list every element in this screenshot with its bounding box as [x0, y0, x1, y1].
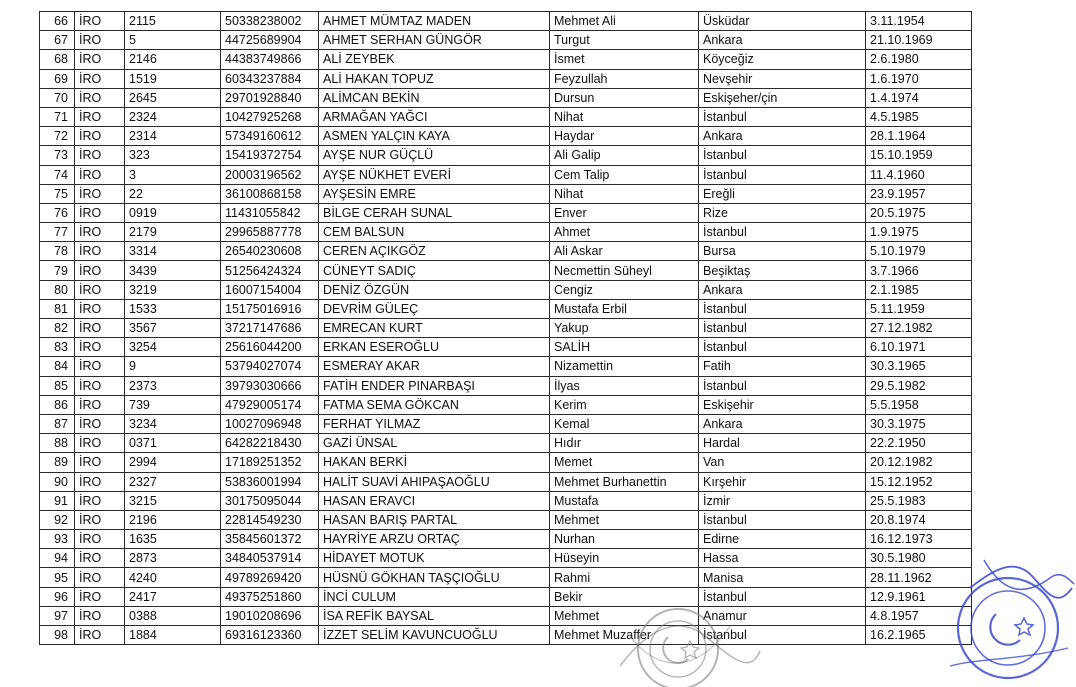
table-row [40, 88, 972, 107]
row-number-cell: 81 [40, 299, 75, 318]
chamber-code-cell: İRO [75, 165, 125, 184]
member-number-cell: 3234 [125, 414, 221, 433]
row-number-cell: 91 [40, 491, 75, 510]
birth-date-cell: 27.12.1982 [866, 319, 972, 338]
member-number-cell: 0919 [125, 203, 221, 222]
id-number-cell: 15419372754 [221, 146, 319, 165]
birth-date-cell: 5.11.1959 [866, 299, 972, 318]
birthplace-cell: Rize [699, 203, 866, 222]
id-number-cell: 44725689904 [221, 31, 319, 50]
full-name-cell: ALİMCAN BEKİN [319, 88, 550, 107]
birth-date-cell: 21.10.1969 [866, 31, 972, 50]
table-row [40, 606, 972, 625]
table-row [40, 568, 972, 587]
row-number-cell: 72 [40, 127, 75, 146]
birth-date-cell: 20.12.1982 [866, 453, 972, 472]
full-name-cell: CEM BALSUN [319, 223, 550, 242]
full-name-cell: HAYRİYE ARZU ORTAÇ [319, 530, 550, 549]
row-number-cell: 85 [40, 376, 75, 395]
full-name-cell: HALİT SUAVİ AHIPAŞAOĞLU [319, 472, 550, 491]
birthplace-cell: Üsküdar [699, 12, 866, 31]
chamber-code-cell: İRO [75, 626, 125, 645]
id-number-cell: 69316123360 [221, 626, 319, 645]
table-row [40, 12, 972, 31]
birth-date-cell: 11.4.1960 [866, 165, 972, 184]
full-name-cell: HAKAN BERKİ [319, 453, 550, 472]
birth-date-cell: 16.2.1965 [866, 626, 972, 645]
birthplace-cell: Ankara [699, 127, 866, 146]
member-number-cell: 2146 [125, 50, 221, 69]
full-name-cell: AYŞESİN EMRE [319, 184, 550, 203]
birthplace-cell: İstanbul [699, 165, 866, 184]
birthplace-cell: İstanbul [699, 510, 866, 529]
full-name-cell: AHMET SERHAN GÜNGÖR [319, 31, 550, 50]
table-row [40, 491, 972, 510]
row-number-cell: 83 [40, 338, 75, 357]
row-number-cell: 73 [40, 146, 75, 165]
birth-date-cell: 28.11.1962 [866, 568, 972, 587]
row-number-cell: 98 [40, 626, 75, 645]
father-name-cell: Nurhan [550, 530, 699, 549]
full-name-cell: ESMERAY AKAR [319, 357, 550, 376]
member-number-cell: 2417 [125, 587, 221, 606]
birthplace-cell: İstanbul [699, 299, 866, 318]
table-row [40, 184, 972, 203]
full-name-cell: HİDAYET MOTUK [319, 549, 550, 568]
full-name-cell: ERKAN ESEROĞLU [319, 338, 550, 357]
father-name-cell: Turgut [550, 31, 699, 50]
father-name-cell: Haydar [550, 127, 699, 146]
row-number-cell: 87 [40, 414, 75, 433]
table-row [40, 414, 972, 433]
member-table [39, 11, 972, 645]
birth-date-cell: 5.5.1958 [866, 395, 972, 414]
chamber-code-cell: İRO [75, 319, 125, 338]
full-name-cell: BİLGE CERAH SUNAL [319, 203, 550, 222]
id-number-cell: 19010208696 [221, 606, 319, 625]
birthplace-cell: Van [699, 453, 866, 472]
father-name-cell: Ali Galip [550, 146, 699, 165]
id-number-cell: 60343237884 [221, 69, 319, 88]
father-name-cell: Dursun [550, 88, 699, 107]
birth-date-cell: 30.3.1975 [866, 414, 972, 433]
father-name-cell: Mehmet Ali [550, 12, 699, 31]
member-number-cell: 2994 [125, 453, 221, 472]
table-row [40, 280, 972, 299]
member-number-cell: 9 [125, 357, 221, 376]
row-number-cell: 97 [40, 606, 75, 625]
id-number-cell: 25616044200 [221, 338, 319, 357]
member-number-cell: 1519 [125, 69, 221, 88]
member-number-cell: 1533 [125, 299, 221, 318]
chamber-code-cell: İRO [75, 376, 125, 395]
full-name-cell: AHMET MÜMTAZ MADEN [319, 12, 550, 31]
id-number-cell: 29701928840 [221, 88, 319, 107]
chamber-code-cell: İRO [75, 261, 125, 280]
member-number-cell: 2196 [125, 510, 221, 529]
father-name-cell: Ali Askar [550, 242, 699, 261]
table-row [40, 165, 972, 184]
full-name-cell: İNCİ CULUM [319, 587, 550, 606]
chamber-code-cell: İRO [75, 510, 125, 529]
birthplace-cell: Anamur [699, 606, 866, 625]
chamber-code-cell: İRO [75, 549, 125, 568]
birthplace-cell: Edirne [699, 530, 866, 549]
birth-date-cell: 4.5.1985 [866, 107, 972, 126]
birthplace-cell: İstanbul [699, 626, 866, 645]
row-number-cell: 68 [40, 50, 75, 69]
birthplace-cell: İzmir [699, 491, 866, 510]
row-number-cell: 94 [40, 549, 75, 568]
father-name-cell: Memet [550, 453, 699, 472]
full-name-cell: İZZET SELİM KAVUNCUOĞLU [319, 626, 550, 645]
chamber-code-cell: İRO [75, 107, 125, 126]
birthplace-cell: Eskişehir [699, 395, 866, 414]
father-name-cell: Mehmet [550, 606, 699, 625]
full-name-cell: ARMAĞAN YAĞCI [319, 107, 550, 126]
father-name-cell: Mehmet [550, 510, 699, 529]
chamber-code-cell: İRO [75, 12, 125, 31]
member-number-cell: 3 [125, 165, 221, 184]
member-number-cell: 2873 [125, 549, 221, 568]
father-name-cell: Hüseyin [550, 549, 699, 568]
row-number-cell: 84 [40, 357, 75, 376]
id-number-cell: 34840537914 [221, 549, 319, 568]
birthplace-cell: Beşiktaş [699, 261, 866, 280]
row-number-cell: 75 [40, 184, 75, 203]
father-name-cell: Rahmi [550, 568, 699, 587]
id-number-cell: 26540230608 [221, 242, 319, 261]
id-number-cell: 47929005174 [221, 395, 319, 414]
table-row [40, 69, 972, 88]
id-number-cell: 36100868158 [221, 184, 319, 203]
table-row [40, 223, 972, 242]
father-name-cell: Kemal [550, 414, 699, 433]
id-number-cell: 35845601372 [221, 530, 319, 549]
row-number-cell: 86 [40, 395, 75, 414]
row-number-cell: 71 [40, 107, 75, 126]
birthplace-cell: Hardal [699, 434, 866, 453]
table-row [40, 530, 972, 549]
birthplace-cell: Ankara [699, 414, 866, 433]
member-number-cell: 3439 [125, 261, 221, 280]
birthplace-cell: İstanbul [699, 376, 866, 395]
birth-date-cell: 25.5.1983 [866, 491, 972, 510]
father-name-cell: İlyas [550, 376, 699, 395]
id-number-cell: 57349160612 [221, 127, 319, 146]
father-name-cell: Bekir [550, 587, 699, 606]
id-number-cell: 10027096948 [221, 414, 319, 433]
father-name-cell: Necmettin Süheyl [550, 261, 699, 280]
id-number-cell: 16007154004 [221, 280, 319, 299]
birth-date-cell: 1.6.1970 [866, 69, 972, 88]
birthplace-cell: Köyceğiz [699, 50, 866, 69]
row-number-cell: 96 [40, 587, 75, 606]
father-name-cell: İsmet [550, 50, 699, 69]
chamber-code-cell: İRO [75, 434, 125, 453]
birthplace-cell: Ankara [699, 280, 866, 299]
id-number-cell: 29965887778 [221, 223, 319, 242]
chamber-code-cell: İRO [75, 357, 125, 376]
row-number-cell: 67 [40, 31, 75, 50]
birthplace-cell: İstanbul [699, 338, 866, 357]
birth-date-cell: 23.9.1957 [866, 184, 972, 203]
chamber-code-cell: İRO [75, 472, 125, 491]
table-row [40, 453, 972, 472]
member-number-cell: 3567 [125, 319, 221, 338]
father-name-cell: Cengiz [550, 280, 699, 299]
table-row [40, 587, 972, 606]
member-number-cell: 3314 [125, 242, 221, 261]
birthplace-cell: Ankara [699, 31, 866, 50]
father-name-cell: Mehmet Burhanettin [550, 472, 699, 491]
id-number-cell: 22814549230 [221, 510, 319, 529]
chamber-code-cell: İRO [75, 242, 125, 261]
member-number-cell: 739 [125, 395, 221, 414]
birthplace-cell: İstanbul [699, 587, 866, 606]
full-name-cell: AYŞE NUR GÜÇLÜ [319, 146, 550, 165]
chamber-code-cell: İRO [75, 146, 125, 165]
member-number-cell: 2327 [125, 472, 221, 491]
row-number-cell: 90 [40, 472, 75, 491]
member-number-cell: 323 [125, 146, 221, 165]
birth-date-cell: 1.4.1974 [866, 88, 972, 107]
birthplace-cell: Hassa [699, 549, 866, 568]
table-row [40, 549, 972, 568]
member-number-cell: 3219 [125, 280, 221, 299]
id-number-cell: 49789269420 [221, 568, 319, 587]
id-number-cell: 51256424324 [221, 261, 319, 280]
father-name-cell: Nihat [550, 184, 699, 203]
chamber-code-cell: İRO [75, 338, 125, 357]
member-number-cell: 2373 [125, 376, 221, 395]
birth-date-cell: 6.10.1971 [866, 338, 972, 357]
chamber-code-cell: İRO [75, 530, 125, 549]
chamber-code-cell: İRO [75, 606, 125, 625]
row-number-cell: 70 [40, 88, 75, 107]
table-row [40, 146, 972, 165]
full-name-cell: CÜNEYT SADIÇ [319, 261, 550, 280]
id-number-cell: 37217147686 [221, 319, 319, 338]
father-name-cell: Enver [550, 203, 699, 222]
chamber-code-cell: İRO [75, 299, 125, 318]
father-name-cell: Mustafa [550, 491, 699, 510]
id-number-cell: 49375251860 [221, 587, 319, 606]
full-name-cell: CEREN AÇIKGÖZ [319, 242, 550, 261]
birth-date-cell: 29.5.1982 [866, 376, 972, 395]
row-number-cell: 74 [40, 165, 75, 184]
birthplace-cell: Nevşehir [699, 69, 866, 88]
birth-date-cell: 2.1.1985 [866, 280, 972, 299]
chamber-code-cell: İRO [75, 491, 125, 510]
member-number-cell: 22 [125, 184, 221, 203]
chamber-code-cell: İRO [75, 31, 125, 50]
id-number-cell: 53794027074 [221, 357, 319, 376]
member-number-cell: 4240 [125, 568, 221, 587]
father-name-cell: Hıdır [550, 434, 699, 453]
id-number-cell: 20003196562 [221, 165, 319, 184]
row-number-cell: 66 [40, 12, 75, 31]
id-number-cell: 17189251352 [221, 453, 319, 472]
chamber-code-cell: İRO [75, 223, 125, 242]
father-name-cell: SALİH [550, 338, 699, 357]
chamber-code-cell: İRO [75, 395, 125, 414]
member-table-body [40, 12, 972, 645]
row-number-cell: 89 [40, 453, 75, 472]
full-name-cell: EMRECAN KURT [319, 319, 550, 338]
birth-date-cell: 15.10.1959 [866, 146, 972, 165]
full-name-cell: GAZİ ÜNSAL [319, 434, 550, 453]
chamber-code-cell: İRO [75, 568, 125, 587]
id-number-cell: 10427925268 [221, 107, 319, 126]
chamber-code-cell: İRO [75, 127, 125, 146]
row-number-cell: 93 [40, 530, 75, 549]
table-row [40, 107, 972, 126]
birthplace-cell: Bursa [699, 242, 866, 261]
birth-date-cell: 4.8.1957 [866, 606, 972, 625]
full-name-cell: ALİ HAKAN TOPUZ [319, 69, 550, 88]
full-name-cell: HASAN ERAVCI [319, 491, 550, 510]
father-name-cell: Nizamettin [550, 357, 699, 376]
member-number-cell: 2115 [125, 12, 221, 31]
birth-date-cell: 2.6.1980 [866, 50, 972, 69]
table-row [40, 242, 972, 261]
full-name-cell: ASMEN YALÇIN KAYA [319, 127, 550, 146]
chamber-code-cell: İRO [75, 203, 125, 222]
full-name-cell: HASAN BARIŞ PARTAL [319, 510, 550, 529]
table-row [40, 261, 972, 280]
birth-date-cell: 20.5.1975 [866, 203, 972, 222]
row-number-cell: 92 [40, 510, 75, 529]
birthplace-cell: İstanbul [699, 319, 866, 338]
table-row [40, 31, 972, 50]
member-number-cell: 1884 [125, 626, 221, 645]
chamber-code-cell: İRO [75, 280, 125, 299]
table-row [40, 472, 972, 491]
id-number-cell: 39793030666 [221, 376, 319, 395]
member-number-cell: 3254 [125, 338, 221, 357]
full-name-cell: ALİ ZEYBEK [319, 50, 550, 69]
table-row [40, 319, 972, 338]
birth-date-cell: 15.12.1952 [866, 472, 972, 491]
member-number-cell: 1635 [125, 530, 221, 549]
row-number-cell: 82 [40, 319, 75, 338]
id-number-cell: 53836001994 [221, 472, 319, 491]
father-name-cell: Kerim [550, 395, 699, 414]
full-name-cell: HÜSNÜ GÖKHAN TAŞÇIOĞLU [319, 568, 550, 587]
table-row [40, 434, 972, 453]
chamber-code-cell: İRO [75, 414, 125, 433]
chamber-code-cell: İRO [75, 50, 125, 69]
father-name-cell: Cem Talip [550, 165, 699, 184]
member-number-cell: 2645 [125, 88, 221, 107]
birthplace-cell: İstanbul [699, 107, 866, 126]
birth-date-cell: 1.9.1975 [866, 223, 972, 242]
member-number-cell: 3215 [125, 491, 221, 510]
chamber-code-cell: İRO [75, 184, 125, 203]
table-row [40, 299, 972, 318]
id-number-cell: 64282218430 [221, 434, 319, 453]
birth-date-cell: 30.3.1965 [866, 357, 972, 376]
id-number-cell: 50338238002 [221, 12, 319, 31]
birthplace-cell: Fatih [699, 357, 866, 376]
birth-date-cell: 28.1.1964 [866, 127, 972, 146]
full-name-cell: FATİH ENDER PINARBAŞI [319, 376, 550, 395]
birthplace-cell: Kırşehir [699, 472, 866, 491]
birth-date-cell: 12.9.1961 [866, 587, 972, 606]
birthplace-cell: Ereğli [699, 184, 866, 203]
id-number-cell: 15175016916 [221, 299, 319, 318]
full-name-cell: DENİZ ÖZGÜN [319, 280, 550, 299]
id-number-cell: 44383749866 [221, 50, 319, 69]
table-row [40, 626, 972, 645]
chamber-code-cell: İRO [75, 88, 125, 107]
birthplace-cell: Manisa [699, 568, 866, 587]
father-name-cell: Feyzullah [550, 69, 699, 88]
id-number-cell: 11431055842 [221, 203, 319, 222]
father-name-cell: Nihat [550, 107, 699, 126]
father-name-cell: Mustafa Erbil [550, 299, 699, 318]
table-row [40, 395, 972, 414]
row-number-cell: 95 [40, 568, 75, 587]
chamber-code-cell: İRO [75, 587, 125, 606]
member-number-cell: 5 [125, 31, 221, 50]
member-number-cell: 0388 [125, 606, 221, 625]
birth-date-cell: 5.10.1979 [866, 242, 972, 261]
birthplace-cell: İstanbul [699, 223, 866, 242]
member-number-cell: 0371 [125, 434, 221, 453]
table-row [40, 376, 972, 395]
member-number-cell: 2324 [125, 107, 221, 126]
birth-date-cell: 3.11.1954 [866, 12, 972, 31]
birth-date-cell: 30.5.1980 [866, 549, 972, 568]
row-number-cell: 69 [40, 69, 75, 88]
table-row [40, 127, 972, 146]
father-name-cell: Ahmet [550, 223, 699, 242]
row-number-cell: 88 [40, 434, 75, 453]
id-number-cell: 30175095044 [221, 491, 319, 510]
full-name-cell: DEVRİM GÜLEÇ [319, 299, 550, 318]
table-row [40, 203, 972, 222]
chamber-code-cell: İRO [75, 453, 125, 472]
row-number-cell: 76 [40, 203, 75, 222]
member-number-cell: 2314 [125, 127, 221, 146]
table-row [40, 50, 972, 69]
table-row [40, 338, 972, 357]
birth-date-cell: 20.8.1974 [866, 510, 972, 529]
father-name-cell: Yakup [550, 319, 699, 338]
birth-date-cell: 22.2.1950 [866, 434, 972, 453]
birthplace-cell: İstanbul [699, 146, 866, 165]
birth-date-cell: 16.12.1973 [866, 530, 972, 549]
full-name-cell: İSA REFİK BAYSAL [319, 606, 550, 625]
row-number-cell: 80 [40, 280, 75, 299]
row-number-cell: 78 [40, 242, 75, 261]
birth-date-cell: 3.7.1966 [866, 261, 972, 280]
table-row [40, 357, 972, 376]
chamber-code-cell: İRO [75, 69, 125, 88]
table-row [40, 510, 972, 529]
member-number-cell: 2179 [125, 223, 221, 242]
full-name-cell: FERHAT YILMAZ [319, 414, 550, 433]
father-name-cell: Mehmet Muzaffer [550, 626, 699, 645]
full-name-cell: AYŞE NÜKHET EVERİ [319, 165, 550, 184]
row-number-cell: 79 [40, 261, 75, 280]
birthplace-cell: Eskişeher/çin [699, 88, 866, 107]
row-number-cell: 77 [40, 223, 75, 242]
full-name-cell: FATMA SEMA GÖKCAN [319, 395, 550, 414]
